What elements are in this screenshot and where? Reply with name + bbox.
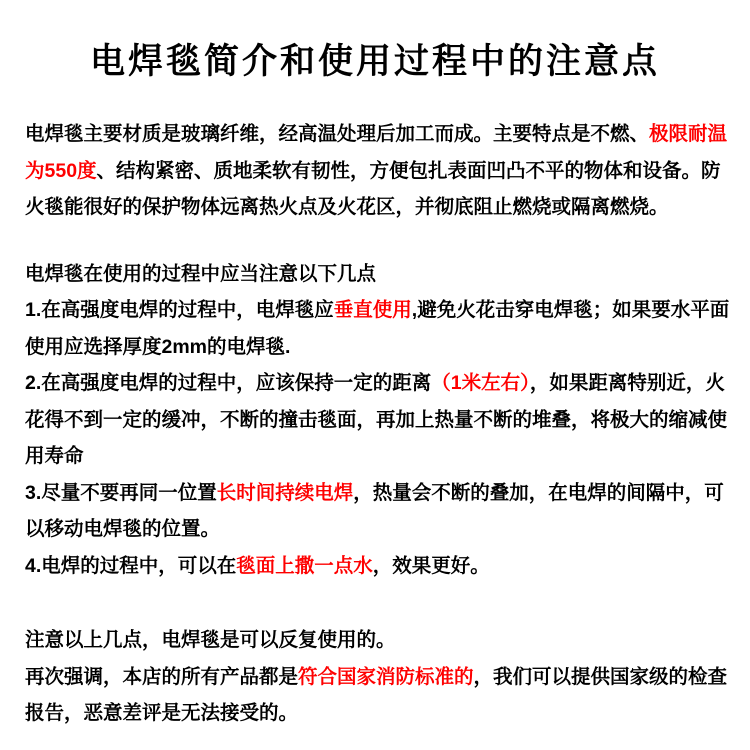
usage-points-list [25,292,737,584]
highlighted-text: 极限耐温为550度 [25,123,728,182]
usage-notes-section [25,256,737,585]
text-run: ，效果更好。 [372,554,490,577]
usage-point [25,365,737,475]
intro-paragraph [25,116,737,226]
text-run: 电焊毯主要材质是玻璃纤维，经高温处理后加工而成。主要特点是不燃、 [25,123,650,145]
text-run: ，如果距离特别近，火花得不到一定的缓冲，不断的撞击毯面，再加上热量不断的堆叠，将极大的缩减使用寿命 [25,372,728,467]
text-run: 再次强调，本店的所有产品都是 [25,665,299,688]
text-run: 注意以上几点，电焊毯是可以反复使用的。 [25,629,396,651]
usage-point [25,548,737,585]
conclusion-paragraph [25,659,737,732]
text-run: 3.尽量不要再同一位置 [25,481,217,504]
text-run: ，我们可以提供国家级的检查报告，恶意差评是无法接受的。 [25,665,728,724]
text-run: 1.在高强度电焊的过程中，电焊毯应 [25,299,334,321]
text-run: 2.在高强度电焊的过程中，应该保持一定的距离 [25,372,432,394]
highlighted-text: 垂直使用 [333,299,412,321]
highlighted-text: （1米左右） [431,372,530,394]
text-run: ，热量会不断的叠加，在电焊的间隔中，可以移动电焊毯的位置。 [25,481,724,540]
highlighted-text: 符合国家消防标准的 [298,665,474,688]
usage-section-heading: 电焊毯在使用的过程中应当注意以下几点 [25,262,377,285]
usage-point [25,475,737,548]
highlighted-text: 毯面上撒一点水 [236,554,373,577]
highlighted-text: 长时间持续电焊 [216,481,354,504]
page-title: 电焊毯简介和使用过程中的注意点 [89,42,660,81]
text-run: ,避免火花击穿电焊毯；如果要水平面使用应选择厚度2mm的电焊毯. [25,299,730,358]
text-run: 、结构紧密、质地柔软有韧性，方便包扎表面凹凸不平的物体和设备。防火毯能很好的保护物体远离热火点及火花区，并彻底阻止燃烧或隔离燃烧。 [25,159,721,218]
conclusion-paragraph [25,622,737,659]
usage-point [25,292,737,365]
text-run: 4.电焊的过程中，可以在 [25,554,237,577]
conclusion-section [25,622,737,732]
article-body [0,116,750,732]
